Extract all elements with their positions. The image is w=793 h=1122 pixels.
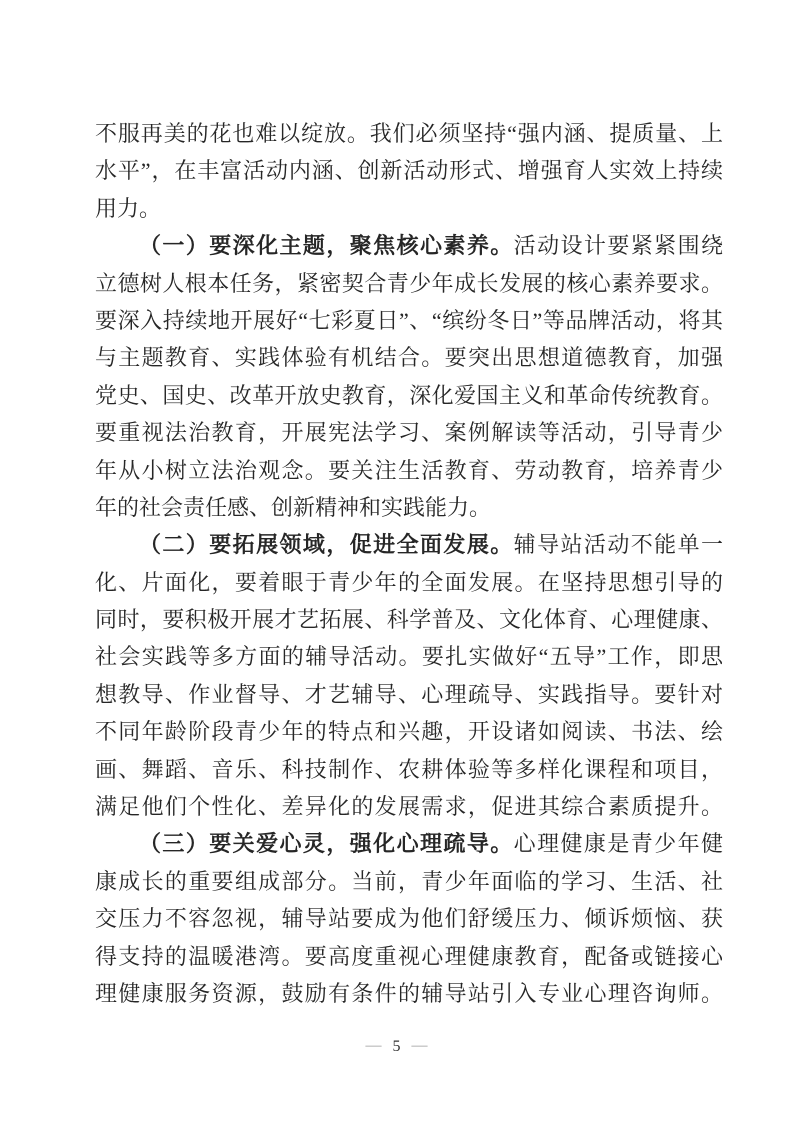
line-text: 水平”，在丰富活动内涵、创新活动形式、增强育人实效上持续 bbox=[95, 158, 723, 184]
text-line bbox=[95, 788, 723, 825]
section-heading: （三）要关爱心灵，强化心理疏导。 bbox=[139, 831, 514, 857]
section-heading: （一）要深化主题，聚焦核心素养。 bbox=[139, 233, 514, 259]
line-text: 要深入持续地开展好“七彩夏日”、“缤纷冬日”等品牌活动，将其 bbox=[95, 307, 723, 333]
page-number: 5 bbox=[392, 1038, 401, 1055]
document-body bbox=[95, 115, 723, 1012]
text-line bbox=[95, 825, 723, 862]
line-text: 不同年龄阶段青少年的特点和兴趣，开设诸如阅读、书法、绘 bbox=[95, 719, 723, 745]
line-text: 辅导站活动不能单一 bbox=[513, 532, 723, 558]
line-text: 要重视法治教育，开展宪法学习、案例解读等活动，引导青少 bbox=[95, 420, 723, 446]
text-line bbox=[95, 638, 723, 675]
text-line bbox=[95, 190, 723, 227]
text-line bbox=[95, 377, 723, 414]
line-text: 康成长的重要组成部分。当前，青少年面临的学习、生活、社 bbox=[95, 868, 723, 894]
line-text: 想教导、作业督导、才艺辅导、心理疏导、实践指导。要针对 bbox=[95, 681, 723, 707]
text-line bbox=[95, 265, 723, 302]
line-text: 立德树人根本任务，紧密契合青少年成长发展的核心素养要求。 bbox=[95, 270, 723, 296]
text-line bbox=[95, 601, 723, 638]
page-footer bbox=[0, 1035, 793, 1058]
line-text: 理健康服务资源，鼓励有条件的辅导站引入专业心理咨询师。 bbox=[95, 980, 723, 1006]
text-line bbox=[95, 863, 723, 900]
line-text: 活动设计要紧紧围绕 bbox=[513, 233, 723, 259]
text-line bbox=[95, 564, 723, 601]
text-line bbox=[95, 938, 723, 975]
line-text: 与主题教育、实践体验有机结合。要突出思想道德教育，加强 bbox=[95, 345, 723, 371]
text-line bbox=[95, 751, 723, 788]
text-line bbox=[95, 302, 723, 339]
line-text: 化、片面化，要着眼于青少年的全面发展。在坚持思想引导的 bbox=[95, 569, 723, 595]
line-text: 社会实践等多方面的辅导活动。要扎实做好“五导”工作，即思 bbox=[95, 644, 723, 670]
line-text: 年的社会责任感、创新精神和实践能力。 bbox=[95, 494, 492, 520]
line-text: 不服再美的花也难以绽放。我们必须坚持“强内涵、提质量、上 bbox=[95, 121, 723, 146]
text-line bbox=[95, 975, 723, 1012]
text-line bbox=[95, 227, 723, 264]
page-number-dash-left: — bbox=[365, 1037, 382, 1054]
line-text: 同时，要积极开展才艺拓展、科学普及、文化体育、心理健康、 bbox=[95, 607, 723, 633]
text-line bbox=[95, 452, 723, 489]
text-line bbox=[95, 713, 723, 750]
text-line bbox=[95, 526, 723, 563]
line-text: 用力。 bbox=[95, 195, 162, 221]
text-line bbox=[95, 152, 723, 189]
line-text: 年从小树立法治观念。要关注生活教育、劳动教育，培养青少 bbox=[95, 457, 723, 483]
page-number-dash-right: — bbox=[411, 1037, 428, 1054]
text-line bbox=[95, 414, 723, 451]
text-line bbox=[95, 489, 723, 526]
text-line bbox=[95, 115, 723, 152]
line-text: 画、舞蹈、音乐、科技制作、农耕体验等多样化课程和项目， bbox=[95, 756, 723, 782]
line-text: 心理健康是青少年健 bbox=[513, 831, 723, 857]
text-line bbox=[95, 339, 723, 376]
text-line bbox=[95, 900, 723, 937]
line-text: 得支持的温暖港湾。要高度重视心理健康教育，配备或链接心 bbox=[95, 943, 723, 969]
line-text: 交压力不容忽视，辅导站要成为他们舒缓压力、倾诉烦恼、获 bbox=[95, 906, 723, 932]
line-text: 党史、国史、改革开放史教育，深化爱国主义和革命传统教育。 bbox=[95, 382, 723, 408]
section-heading: （二）要拓展领域，促进全面发展。 bbox=[139, 532, 514, 558]
text-line bbox=[95, 676, 723, 713]
line-text: 满足他们个性化、差异化的发展需求，促进其综合素质提升。 bbox=[95, 794, 723, 820]
